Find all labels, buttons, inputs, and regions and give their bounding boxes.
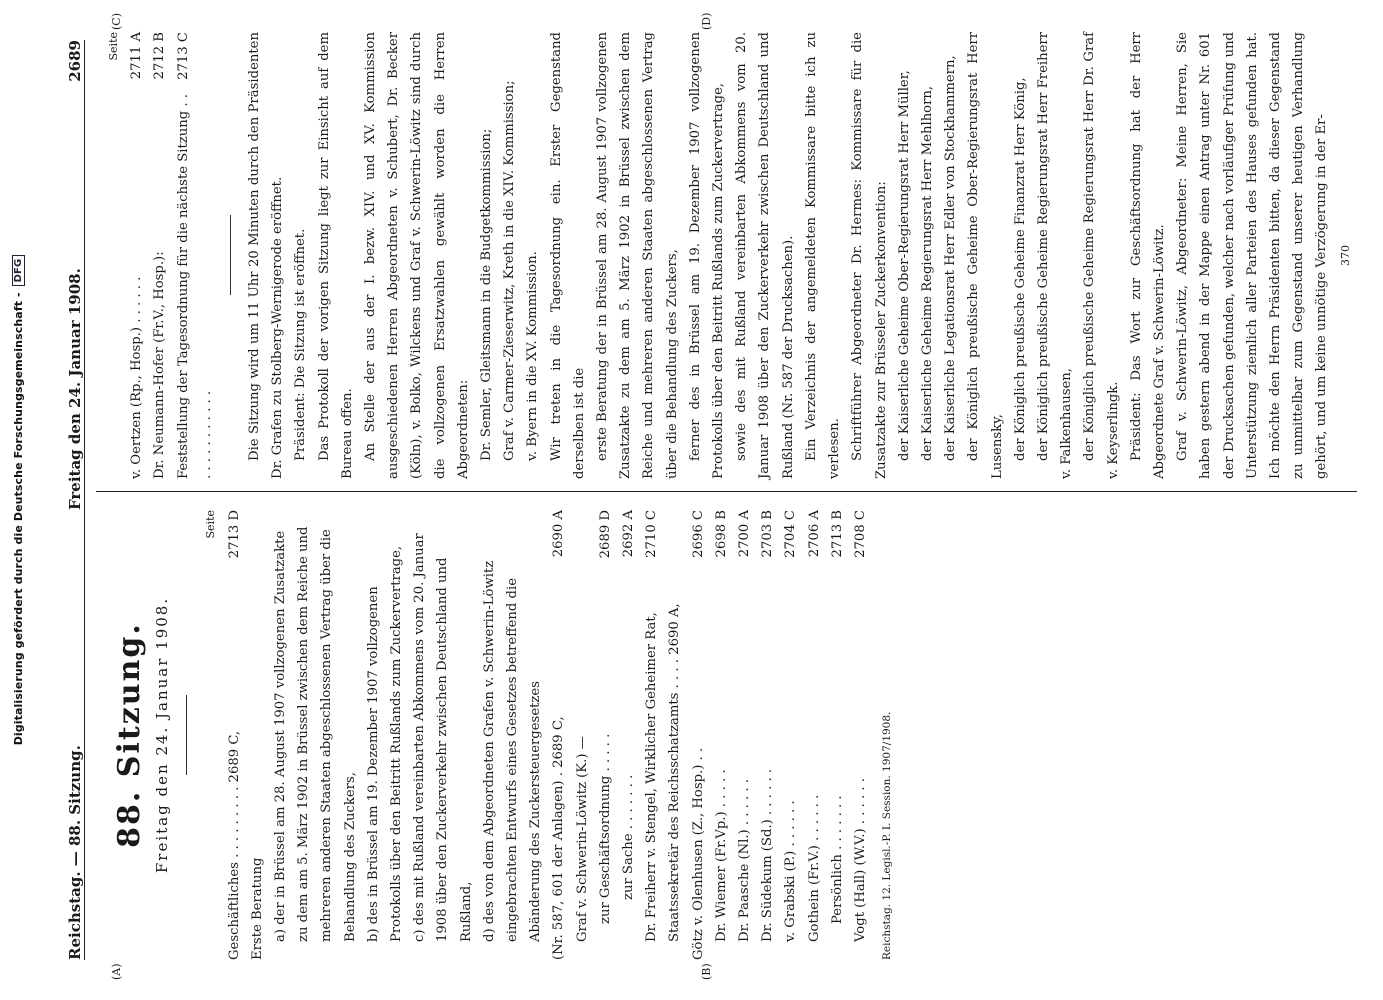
minutes-paragraph: der Kaiserliche Geheime Regierungsrat Herr Mehlhorn, [919, 85, 935, 461]
minutes-paragraph: sowie des mit Rußland vereinbarten Abkommens vom 20. Januar 1908 über den Zuckerverkehr zwischen Deutschland und Rußland (Nr. 587 der Drucksachen). [734, 32, 796, 479]
divider-right [230, 216, 231, 296]
toc-entry [269, 510, 362, 960]
minutes-paragraph: v. Byern in die XV. Kommission. [525, 251, 541, 461]
toc-entries [223, 510, 873, 960]
left-column [96, 510, 900, 960]
toc-entry-page: 2713 D [226, 510, 242, 559]
toc-entry-text: Feststellung der Tagesordnung für die nächste Sitzung . . . . . . . . . . . . . [175, 94, 214, 479]
minutes-paragraph: erste Beratung der in Brüssel am 28. August 1907 vollzogenen Zusatzakte zu dem am 5. März 1902 in Brüssel zwischen dem Reiche und mehreren anderen Staaten abgeschlossenen Vertrag über die Behandlung des Zuckers, [595, 32, 680, 479]
toc-entry [478, 510, 548, 960]
minutes-paragraph: Das Protokoll der vorigen Sitzung liegt zur Einsicht auf dem Bureau offen. [316, 32, 355, 479]
toc-entry-page: 2706 A [806, 510, 822, 558]
toc-entry [571, 510, 594, 960]
toc-entry-text: Graf v. Schwerin-Löwitz (K.) — [574, 736, 590, 942]
toc-entry-page: 2689 D [597, 510, 613, 559]
toc-entry-text: Dr. Südekum (Sd.) . . . . . . [760, 768, 776, 942]
toc-entry-text: zur Geschäftsordnung . . . . . [597, 733, 613, 924]
minutes-paragraph: Dr. Semler, Gleitsmann in die Budgetkommission; [479, 128, 495, 461]
toc-entry-text: a) der in Brüssel am 28. August 1907 vollzogenen Zusatzakte zu dem am 5. März 1902 in Brüssel zwischen dem Reiche und mehreren anderen Staaten abgeschlossenen Vertrag über die Behandlung des Zuckers, [273, 526, 358, 942]
minutes-paragraph: der Königlich preußische Geheime Regierungsrat Herr Freiherr v. Falkenhausen, [1035, 32, 1075, 479]
toc-entry-text: d) des von dem Abgeordneten Grafen v. Schwerin-Löwitz eingebrachten Entwurfs eines Gesetzes betreffend die Abänderung des Zuckersteuergesetzes [481, 560, 544, 942]
margin-letter-a: (A) [110, 963, 123, 980]
toc-entry-page: 2710 C [644, 510, 660, 558]
toc-entry-text: c) des mit Rußland vereinbarten Abkommens vom 20. Januar 1908 über den Zuckerverkehr zwischen Deutschland und Rußland, [412, 533, 474, 942]
toc-entry [756, 510, 779, 960]
toc-entry [594, 510, 617, 960]
toc-entry [125, 32, 148, 479]
signature-number: 370 [1338, 245, 1352, 266]
minutes-paragraph: Präsident: Die Sitzung ist eröffnet. [293, 228, 309, 461]
toc-entry-text: Dr. Paasche (Nl.) . . . . . . [737, 778, 753, 942]
toc-entry [687, 510, 710, 960]
divider [186, 695, 187, 775]
toc-entry-page: 2692 A [621, 510, 637, 558]
minutes-paragraph: Graf v. Schwerin-Löwitz, Abgeordneter: Meine Herren, Sie haben gestern abend in der Mappe einen Antrag unter Nr. 601 der Drucksachen gefunden, welcher nach vorläufiger Prüfung und Unterstützung ziemlich aller Parteien des Hauses gefunden hat. Ich möchte den Herrn Präsidenten bitten, da dieser Gegenstand zu unmittelbar zum Gegenstand unserer heutigen Verhandlung gehört, und um keine unnötige Verzögerung in der Er- [1175, 32, 1330, 479]
dfg-logo: DFG [12, 255, 25, 287]
toc-entry-text: (Nr. 587, 601 der Anlagen) . 2689 C, [551, 716, 567, 960]
toc-entry-text: v. Oertzen (Rp., Hosp.) . . . . . . [129, 276, 145, 479]
minutes-text [243, 32, 1334, 479]
toc-entries-right [125, 32, 218, 479]
toc-entry-text: v. Grabski (P.) . . . . . . [783, 800, 799, 942]
minutes-paragraph: Graf v. Carmer-Zieserwitz, Kreth in die XIV. Kommission; [502, 80, 518, 461]
margin-letter-d: (D) [700, 12, 713, 30]
page-number: 2689 [66, 40, 84, 82]
toc-entry [148, 32, 171, 479]
toc-entry [617, 510, 640, 960]
seite-label-right: Seite [107, 32, 120, 61]
seite-label: Seite [204, 510, 218, 539]
toc-entry [733, 510, 756, 960]
toc-entry [803, 510, 826, 960]
toc-entry-text: Erste Beratung [249, 857, 265, 960]
toc-entry-page: 2708 C [853, 510, 869, 558]
toc-entry-page: 2712 B [152, 32, 168, 80]
toc-entry [246, 510, 269, 960]
toc-entry-text: b) des in Brüssel am 19. Dezember 1907 vollzogenen Protokolls über den Beitritt Rußlands zum Zuckervertrage, [365, 545, 405, 942]
toc-entry [779, 510, 802, 960]
digitization-note-text: Digitalisierung gefördert durch die Deutsche Forschungsgemeinschaft - [11, 292, 25, 746]
minutes-paragraph: der Königlich preußische Geheime Finanzrat Herr König, [1012, 77, 1028, 461]
header-left: Reichstag. — 88. Sitzung. [66, 745, 84, 960]
minutes-paragraph: Wir treten in die Tagesordnung ein. Erster Gegenstand derselben ist die [548, 32, 587, 479]
toc-entry-text: Vogt (Hall) (W.V.) . . . . . . [853, 778, 869, 942]
toc-entry-text: Persönlich . . . . . . . [829, 795, 845, 924]
margin-letter-b: (B) [700, 963, 713, 980]
toc-entry-page: 2713 C [175, 32, 191, 80]
minutes-paragraph: der Königlich preußische Geheime Regierungsrat Herr Dr. Graf v. Keyserlingk. [1082, 32, 1121, 479]
toc-entry-page: 2711 A [129, 32, 145, 80]
toc-entry [710, 510, 733, 960]
toc-entry-text: Dr. Neumann-Hofer (Fr.V., Hosp.): [152, 251, 168, 479]
minutes-paragraph: Schriftführer Abgeordneter Dr. Hermes: Kommissare für die Zusatzakte zur Brüsseler Zuckerkonvention: [850, 32, 889, 479]
toc-entry-text: Dr. Wiemer (Fr.Vp.) . . . . . [713, 769, 729, 942]
toc-entry-text: Gothein (Fr.V.) . . . . . . [806, 794, 822, 942]
toc-entry-page: 2698 B [713, 510, 729, 558]
toc-entry [362, 510, 408, 960]
minutes-paragraph: der Kaiserliche Legationsrat Herr Edler von Stockhammern, [943, 55, 959, 461]
footnote [876, 510, 899, 960]
toc-entry [547, 510, 570, 960]
toc-entry [849, 510, 872, 960]
toc-entry-page: 2700 A [737, 510, 753, 558]
toc-entry-text: zur Sache . . . . . . . [621, 774, 637, 900]
toc-entry-page: 2690 A [551, 510, 567, 558]
footnote-left: Reichstag. 12. Legisl.-P. I. Session. 1907/1908. [881, 711, 894, 960]
toc-entry-page: 2703 B [760, 510, 776, 558]
toc-entry-page: 2704 C [783, 510, 799, 558]
toc-entry-page: 2713 B [829, 510, 845, 558]
minutes-paragraph: der Königlich preußische Geheime Ober-Regierungsrat Herr Lusensky, [966, 32, 1005, 479]
toc-entry [408, 510, 478, 960]
minutes-paragraph: Die Sitzung wird um 11 Uhr 20 Minuten durch den Präsidenten Dr. Grafen zu Stolberg-Wernigerode eröffnet. [247, 32, 286, 479]
session-title: 88. Sitzung. [112, 622, 147, 848]
margin-letter-c: (C) [110, 13, 123, 30]
header-middle: Freitag den 24. Januar 1908. [66, 268, 84, 510]
minutes-paragraph: der Kaiserliche Geheime Ober-Regierungsrat Herr Müller, [896, 70, 912, 461]
toc-entry [223, 510, 246, 960]
minutes-paragraph: ferner des in Brüssel am 19. Dezember 1907 vollzogenen Protokolls über den Beitritt Rußlands zum Zuckervertrage, [687, 32, 727, 479]
right-column [96, 32, 1357, 492]
toc-entry-text: Götz v. Olenhusen (Z., Hosp.) . . [690, 747, 706, 960]
toc-entry [172, 32, 218, 479]
toc-entry-text: Geschäftliches . . . . . . . . . 2689 C, [226, 730, 242, 960]
session-date: Freitag den 24. Januar 1908. [153, 596, 172, 874]
toc-entry [640, 510, 686, 960]
minutes-paragraph: Ein Verzeichnis der angemeldeten Kommissare bitte ich zu verlesen. [803, 32, 843, 479]
minutes-paragraph: Präsident: Das Wort zur Geschäftsordnung hat der Herr Abgeordnete Graf v. Schwerin-Löwitz. [1128, 32, 1167, 479]
minutes-paragraph: An Stelle der aus der I. bezw. XIV. und XV. Kommission ausgeschiedenen Herren Abgeordneten v. Schubert, Dr. Becker (Köln), v. Bolko, Wilckens und Graf v. Schwerin-Löwitz sind durch die vollzogenen Ersatzwahlen gewählt worden die Herren Abgeordneten: [363, 32, 471, 479]
toc-entry [826, 510, 849, 960]
toc-entry-page: 2696 C [690, 510, 706, 558]
toc-entry-text: Dr. Freiherr v. Stengel, Wirklicher Geheimer Rat, Staatssekretär des Reichsschatzamts . . . . 2690 A, [644, 603, 683, 942]
